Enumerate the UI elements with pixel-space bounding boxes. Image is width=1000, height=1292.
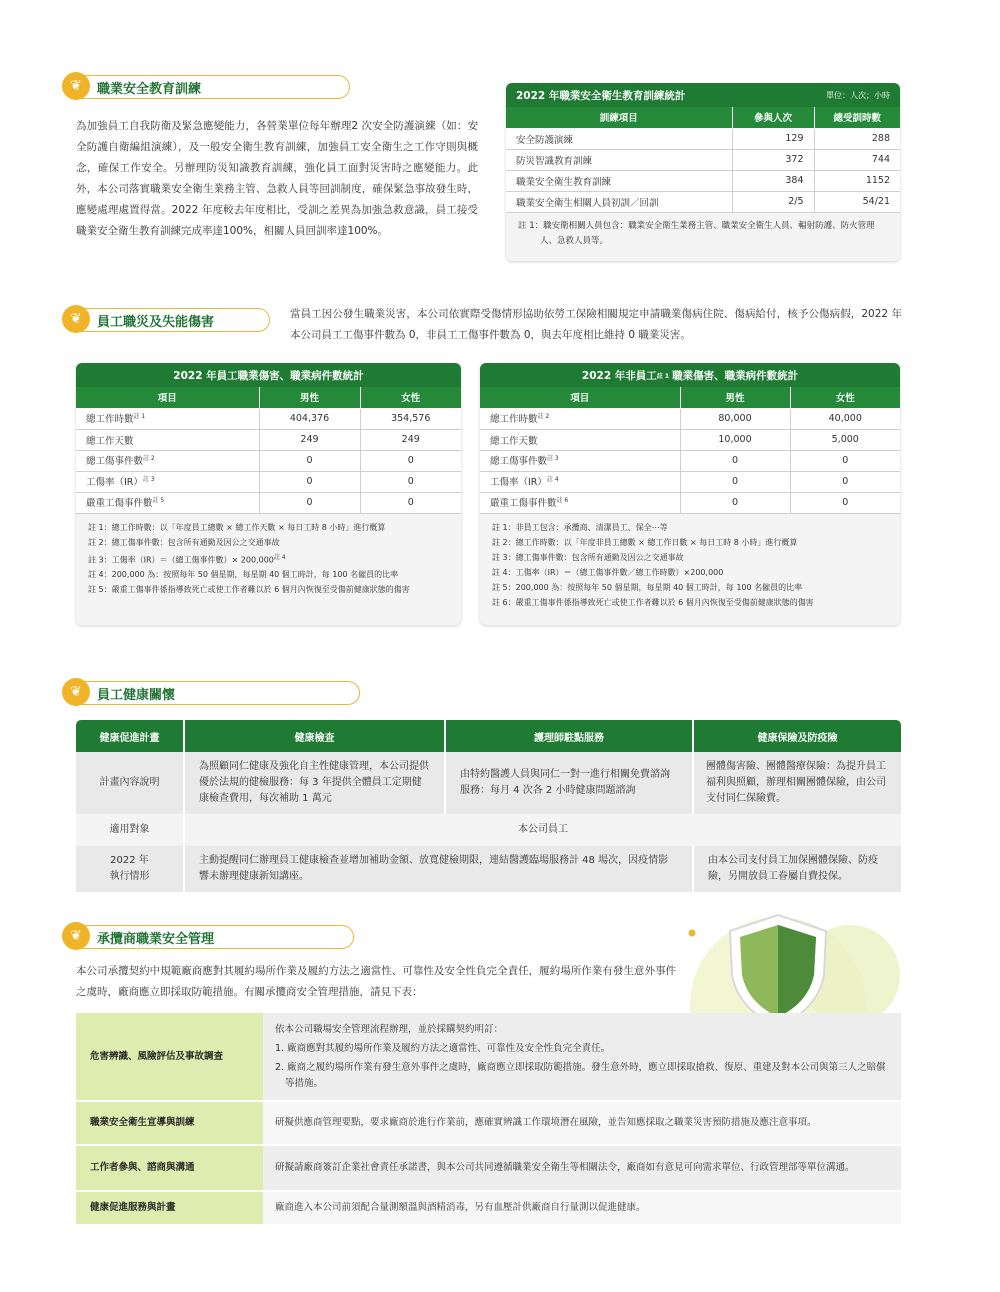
cell: 研擬供應商管理要點，要求廠商於進行作業前，應確實辨識工作環境潛在風險，並告知應採取之職業災害預防措施及應注意事項。 xyxy=(263,1101,901,1145)
cell xyxy=(480,408,680,429)
employee-table xyxy=(76,387,461,514)
training-paragraph: 為加強員工自我防衛及緊急應變能力，各營業單位每年辦理2 次安全防護演練（如：安全防護自衛編組演練），及一般安全衛生教育訓練，加強員工安全衛生之工作守則與概念，確保工作安全。另辦理防災知識教育訓練，強化員工面對災害時之應變能力。此外，本公司落實職業安全衛生業務主管、急救人員等回訓制度，確保緊急事故發生時，應變處理處置得當。2022 年度較去年度相比，受訓之差異為加強急救意識，員工接受職業安全衛生教育訓練完成率達100%，相關人員回訓率達100%。 xyxy=(76,120,478,237)
col-header: 女性 xyxy=(360,387,461,408)
row-label: 嚴重工傷事件數 xyxy=(490,498,557,510)
table-caption-text: 2022 年非員工 xyxy=(581,369,657,382)
footnote-ref: 註 3 xyxy=(142,476,155,484)
row-label: 總工作天數 xyxy=(490,435,538,447)
table-note xyxy=(506,213,900,256)
cell: 廠商進入本公司前須配合量測額溫與酒精消毒，另有血壓計供廠商自行量測以促進健康。 xyxy=(263,1191,901,1225)
cell: 0 xyxy=(259,450,360,471)
wheat-leaf-icon: ❦ xyxy=(62,305,90,333)
table-row xyxy=(76,752,901,814)
cell xyxy=(76,429,259,450)
cell: 0 xyxy=(790,450,900,471)
footnote-ref: 註 1 xyxy=(656,372,670,380)
table-row xyxy=(76,1191,901,1225)
cell: 354,576 xyxy=(360,408,461,429)
footnote-ref: 註 1 xyxy=(133,413,146,421)
cell-line: 依本公司職場安全管理流程辦理，並於採購契約明訂： xyxy=(275,1023,504,1035)
cell: 職業安全衛生相關人員初訓／回訓 xyxy=(506,191,732,212)
cell: 由本公司支付員工加保團體保險、防疫險，另開放員工眷屬自費投保。 xyxy=(693,846,901,892)
section-title xyxy=(64,681,360,705)
cell: 744 xyxy=(814,149,900,170)
section-title-text: 職業安全教育訓練 xyxy=(97,81,202,97)
cell: 80,000 xyxy=(680,408,790,429)
table-row xyxy=(76,1101,901,1145)
cell: 54/21 xyxy=(814,191,900,212)
cell: 0 xyxy=(680,492,790,513)
cell: 職業安全衛生教育訓練 xyxy=(506,170,732,191)
col-header: 訓練項目 xyxy=(506,107,732,128)
cell: 本公司員工 xyxy=(184,814,901,846)
table-row xyxy=(506,149,900,170)
cell: 由特約醫護人員與同仁一對一進行相關免費諮詢服務：每月 4 次各 2 小時健康問題諮詢 xyxy=(445,752,693,814)
shield-icon xyxy=(640,905,910,1025)
cell-line: 2. 廠商之履約場所作業有發生意外事件之虞時，廠商應立即採取防範措施。發生意外時，應立即採取搶救、復原、重建及對本公司與第三人之賠償等措施。 xyxy=(275,1061,886,1089)
note-text: 註 3：工傷率（IR）＝（總工傷事件數）× 200,000 xyxy=(88,555,274,565)
cell: 372 xyxy=(732,149,814,170)
cell: 為照顧同仁健康及強化自主性健康管理，本公司提供優於法規的健檢服務：每 3 年提供全體員工定期健康檢查費用，每次補助 1 萬元 xyxy=(184,752,445,814)
cell: 2/5 xyxy=(732,191,814,212)
cell xyxy=(480,471,680,492)
table-row xyxy=(480,492,900,513)
table-caption xyxy=(76,363,461,387)
table-row xyxy=(506,191,900,212)
table-caption xyxy=(480,363,900,387)
section-header-training xyxy=(64,74,350,100)
note-line: 註 1：職安衛相關人員包含：職業安全衛生業務主管、職業安全衛生人員、輻射防護、防火管理人、急救人員等。 xyxy=(518,220,875,246)
cell xyxy=(480,429,680,450)
footnote-ref: 註 2 xyxy=(537,413,550,421)
cell: 10,000 xyxy=(680,429,790,450)
footnote-ref: 註 2 xyxy=(143,455,155,463)
cell: 0 xyxy=(259,492,360,513)
table-row xyxy=(480,429,900,450)
note-line: 註 6：嚴重工傷事件係指導致死亡或使工作者難以於 6 個月內恢復至受傷前健康狀態的傷害 xyxy=(492,597,814,607)
cell: 5,000 xyxy=(790,429,900,450)
table-row xyxy=(480,450,900,471)
section-title-text: 員工健康關懷 xyxy=(97,687,176,703)
note-line: 註 4：工傷率（IR）＝（總工傷事件數／總工作時數）×200,000 xyxy=(492,567,724,577)
note-line: 註 2：總工傷事件數：包含所有通勤及因公之交通事故 xyxy=(88,537,280,547)
cell: 團體傷害險、團體醫療保險：為提升員工福利與照顧，辦理相關團體保險，由公司支付同仁保險費。 xyxy=(693,752,901,814)
section-header-health xyxy=(64,680,360,706)
col-header: 護理師駐點服務 xyxy=(445,720,693,752)
col-header: 項目 xyxy=(76,387,259,408)
cell: 0 xyxy=(790,471,900,492)
cell: 研擬請廠商簽訂企業社會責任承諾書，與本公司共同遵循職業安全衛生等相關法令，廠商如有意見可向需求單位、行政管理部等單位溝通。 xyxy=(263,1145,901,1191)
col-header: 男性 xyxy=(680,387,790,408)
table-row xyxy=(76,471,461,492)
cell xyxy=(480,492,680,513)
note-line: 註 1：非員工包含：承攬商、清潔員工、保全⋯等 xyxy=(492,522,668,532)
cell: 0 xyxy=(680,450,790,471)
footnote-ref: 註 6 xyxy=(556,497,569,505)
cell xyxy=(76,492,259,513)
col-header: 總受訓時數 xyxy=(814,107,900,128)
note-line: 註 5：嚴重工傷事件係指導致死亡或使工作者難以於 6 個月內恢復至受傷前健康狀態的傷害 xyxy=(88,585,410,595)
contractor-paragraph: 本公司承攬契約中規範廠商應對其履約場所作業及履約方法之適當性、可靠性及安全性負完全責任，履約場所作業有發生意外事件之虞時，廠商應立即採取防範措施。有關承攬商安全管理措施，請見下表： xyxy=(76,965,676,998)
col-header: 參與人次 xyxy=(732,107,814,128)
section-header-injury xyxy=(64,307,270,333)
health-care-table xyxy=(76,720,901,892)
employee-injury-table xyxy=(76,363,461,625)
table-row xyxy=(76,408,461,429)
table-row xyxy=(76,1013,901,1101)
cell: 249 xyxy=(259,429,360,450)
cell: 40,000 xyxy=(790,408,900,429)
row-label xyxy=(76,846,184,892)
col-header: 健康保險及防疫險 xyxy=(693,720,901,752)
col-header: 健康促進計畫 xyxy=(76,720,184,752)
row-label: 危害辨識、風險評估及事故調查 xyxy=(76,1013,263,1101)
wheat-leaf-icon: ❦ xyxy=(62,922,90,950)
section-title xyxy=(64,925,354,949)
footnote-ref: 註 4 xyxy=(546,476,559,484)
note-line: 註 3：總工傷事件數：包含所有通勤及因公之交通事故 xyxy=(492,552,684,562)
col-header: 女性 xyxy=(790,387,900,408)
cell: 0 xyxy=(680,471,790,492)
table-caption-text: 職業傷害、職業病件數統計 xyxy=(672,369,799,382)
cell: 249 xyxy=(360,429,461,450)
table-unit: 單位：人次；小時 xyxy=(826,90,890,100)
row-label: 計畫內容說明 xyxy=(76,752,184,814)
cell: 0 xyxy=(360,450,461,471)
cell xyxy=(480,450,680,471)
cell: 主動提醒同仁辦理員工健康檢查並增加補助金額、放寬健檢期限，連結醫護臨場服務計 48 場次，因疫情影響未辦理健康新知講座。 xyxy=(184,846,693,892)
section-title-text: 承攬商職業安全管理 xyxy=(97,931,215,947)
section-title xyxy=(64,75,350,99)
cell xyxy=(263,1013,901,1101)
row-label: 嚴重工傷事件數 xyxy=(86,498,153,510)
cell: 安全防護演練 xyxy=(506,128,732,149)
table-row xyxy=(506,170,900,191)
cell xyxy=(76,471,259,492)
col-header: 項目 xyxy=(480,387,680,408)
cell xyxy=(76,450,259,471)
row-label: 總工傷事件數 xyxy=(86,456,144,468)
row-label: 工作者參與、諮商與溝通 xyxy=(76,1145,263,1191)
cell: 288 xyxy=(814,128,900,149)
section-header-contractor xyxy=(64,924,354,950)
cell: 0 xyxy=(360,471,461,492)
table-caption-text: 2022 年員工職業傷害、職業病件數統計 xyxy=(173,369,364,382)
nonemployee-table xyxy=(480,387,900,514)
table-row xyxy=(76,450,461,471)
col-header: 健康檢查 xyxy=(184,720,445,752)
footnote-ref: 註 3 xyxy=(547,455,559,463)
cell: 0 xyxy=(790,492,900,513)
training-stats-table xyxy=(506,83,900,261)
table-notes xyxy=(76,514,461,604)
row-label: 健康促進服務與計畫 xyxy=(76,1191,263,1225)
table-row xyxy=(506,128,900,149)
footnote-ref: 註 4 xyxy=(273,553,286,561)
row-label: 總工作天數 xyxy=(86,435,134,447)
row-label: 職業安全衛生宣導與訓練 xyxy=(76,1101,263,1145)
cell: 0 xyxy=(360,492,461,513)
section-title-text: 員工職災及失能傷害 xyxy=(97,314,215,330)
table-caption xyxy=(506,83,900,107)
section-title xyxy=(64,308,270,332)
table-row xyxy=(480,408,900,429)
note-line: 註 1：總工作時數：以「年度員工總數 × 總工作天數 × 每日工時 8 小時」進行概算 xyxy=(88,522,386,532)
row-label: 適用對象 xyxy=(76,814,184,846)
row-label: 工傷率（IR） xyxy=(490,477,547,489)
footnote-ref: 註 5 xyxy=(152,497,165,505)
row-label-line: 執行情形 xyxy=(109,871,150,882)
row-label: 總工作時數 xyxy=(86,414,134,426)
table-caption-text: 2022 年職業安全衛生教育訓練統計 xyxy=(516,89,686,102)
wheat-leaf-icon: ❦ xyxy=(62,72,90,100)
nonemployee-injury-table xyxy=(480,363,900,625)
injury-paragraph: 當員工因公發生職業災害，本公司依實際受傷情形協助依勞工保險相關規定申請職業傷病住院、傷病給付，核予公傷病假，2022 年本公司員工工傷事件數為 0，非員工工傷事件數為 0，與去年度相比維持 0 職業災害。 xyxy=(290,308,902,341)
row-label-line: 2022 年 xyxy=(110,855,149,866)
table-row xyxy=(76,1145,901,1191)
cell: 404,376 xyxy=(259,408,360,429)
contractor-table xyxy=(76,1013,901,1226)
row-label: 總工作時數 xyxy=(490,414,538,426)
table-row xyxy=(480,471,900,492)
note-line: 註 4：200,000 為：按照每年 50 個星期，每星期 40 個工時計，每 100 名僱員的比率 xyxy=(88,570,399,580)
cell: 129 xyxy=(732,128,814,149)
table-row xyxy=(76,429,461,450)
note-line: 註 2：總工作時數：以「年度非員工總數 × 總工作日數 × 每日工時 8 小時」進行概算 xyxy=(492,537,798,547)
cell: 1152 xyxy=(814,170,900,191)
cell: 0 xyxy=(259,471,360,492)
cell: 384 xyxy=(732,170,814,191)
cell-line: 1. 廠商應對其履約場所作業及履約方法之適當性、可靠性及安全性負完全責任。 xyxy=(275,1042,611,1054)
row-label: 工傷率（IR） xyxy=(86,477,143,489)
cell xyxy=(76,408,259,429)
table-notes xyxy=(480,514,900,616)
table-row xyxy=(76,814,901,846)
table-row xyxy=(76,846,901,892)
col-header: 男性 xyxy=(259,387,360,408)
note-line xyxy=(88,550,451,568)
wheat-leaf-icon: ❦ xyxy=(62,678,90,706)
cell: 防災智識教育訓練 xyxy=(506,149,732,170)
note-line: 註 5：200,000 為：按照每年 50 個星期，每星期 40 個工時計，每 100 名僱員的比率 xyxy=(492,582,803,592)
table-row xyxy=(76,492,461,513)
row-label: 總工傷事件數 xyxy=(490,456,548,468)
training-table xyxy=(506,107,900,213)
